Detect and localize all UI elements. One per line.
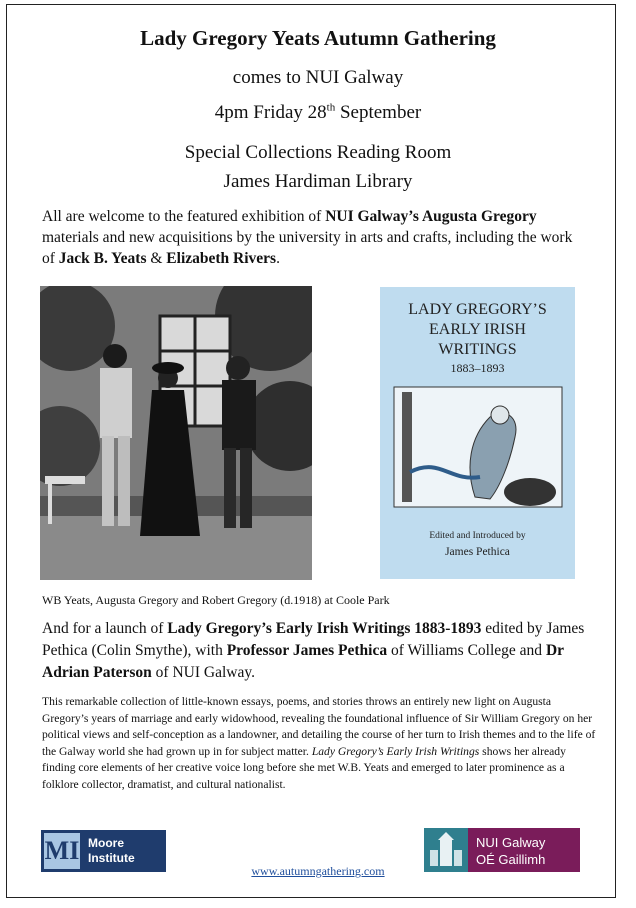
- intro-text-3: &: [146, 250, 167, 267]
- event-time-prefix: 4pm Friday 28: [214, 102, 327, 123]
- nui-crest-icon: [424, 828, 468, 872]
- event-title: Lady Gregory Yeats Autumn Gathering: [140, 26, 496, 50]
- launch-text-2: edited by James Pethica (Colin Smythe), with: [42, 620, 585, 659]
- launch-bold-3: Dr Adrian Paterson: [42, 642, 564, 681]
- event-time-sup: th: [326, 101, 336, 114]
- intro-bold-2: Jack B. Yeats: [58, 250, 147, 267]
- intro-paragraph: [42, 206, 587, 269]
- book-title-line3: WRITINGS: [438, 341, 517, 358]
- nui-irish-name: OÉ Gaillimh: [476, 852, 546, 867]
- nui-galway-logo: [424, 828, 580, 872]
- venue-library: James Hardiman Library: [223, 171, 413, 192]
- dome-illustration: [504, 478, 556, 506]
- book-title-line1: LADY GREGORY’S: [408, 301, 547, 318]
- launch-text-1: And for a launch of: [42, 620, 168, 637]
- photo-caption: WB Yeats, Augusta Gregory and Robert Gregory (d.1918) at Coole Park: [42, 593, 390, 607]
- venue-room: Special Collections Reading Room: [184, 142, 452, 163]
- yeats-gregory-photo: [40, 286, 312, 580]
- description-text-1: This remarkable collection of little-known essays, poems, and stories throws an entirely new light on Augusta Gregory’s years of marriage and early widowhood, revealing the foundational influence of Sir William Gregory on her political views and self-conception as a landowner, and detailing the course of her turn to Irish themes and to the life of the Galway world she had grown up in for subject matter.: [42, 695, 596, 758]
- launch-text-3: of Williams College and: [387, 642, 546, 659]
- photo-illustration: [40, 286, 312, 580]
- book-years: 1883–1893: [450, 361, 505, 375]
- book-cover-art: [380, 287, 575, 579]
- intro-text-4: .: [276, 250, 280, 267]
- mi-line1: Moore: [88, 836, 124, 850]
- book-cover: [380, 287, 575, 579]
- event-subtitle: comes to NUI Galway: [232, 67, 404, 88]
- launch-bold-1: Lady Gregory’s Early Irish Writings 1883-1893: [167, 620, 482, 637]
- description-paragraph: [42, 694, 597, 794]
- intro-text-2: materials and new acquisitions by the university in arts and crafts, including the work of: [42, 229, 573, 267]
- launch-text-4: of NUI Galway.: [151, 664, 255, 681]
- intro-text-1: All are welcome to the featured exhibition of: [42, 208, 326, 225]
- mi-line2: Institute: [88, 851, 135, 865]
- book-title-line2: EARLY IRISH: [429, 321, 526, 338]
- website-link[interactable]: www.autumngathering.com: [251, 864, 385, 878]
- intro-bold-3: Elizabeth Rivers: [166, 250, 277, 267]
- column-illustration: [402, 392, 412, 502]
- intro-bold-1: NUI Galway’s Augusta Gregory: [325, 208, 537, 225]
- mi-wordmark: [88, 836, 135, 866]
- description-text-2: shows her already finding core elements of her creative voice long before she met W.B. Yeats and emerged to later prominence as a folklore collector, dramatist, and cultural nationalist.: [42, 744, 566, 791]
- launch-paragraph: [42, 618, 602, 684]
- event-time: [0, 102, 636, 124]
- mi-mark: MI: [44, 833, 80, 869]
- book-edited-by: Edited and Introduced by: [429, 531, 526, 541]
- launch-bold-2: Professor James Pethica: [226, 642, 388, 659]
- description-italic: Lady Gregory’s Early Irish Writings: [311, 744, 480, 758]
- event-time-suffix: September: [335, 102, 422, 123]
- nui-name: NUI Galway: [476, 835, 546, 850]
- book-editor: James Pethica: [445, 546, 510, 558]
